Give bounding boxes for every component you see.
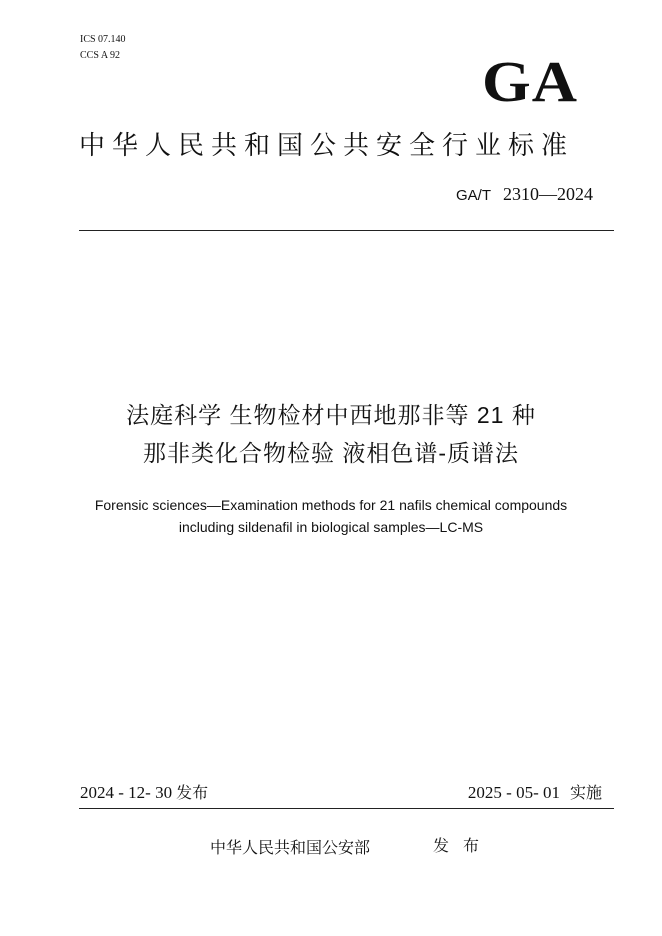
issuing-authority: 中华人民共和国公安部 (210, 840, 371, 857)
implementation-date-label: 实施 (569, 783, 602, 802)
issue-date (80, 780, 208, 803)
standard-code: 2310—2024 (503, 184, 594, 204)
implementation-date-value: 2025 - 05- 01 (467, 783, 560, 802)
top-divider (79, 230, 614, 231)
english-title-line-1: Forensic sciences—Examination methods for 21 nafils chemical compounds (94, 497, 568, 513)
issue-date-value: 2024 - 12- 30 (80, 783, 173, 802)
issue-date-label: 发布 (176, 783, 209, 802)
chinese-title (0, 396, 662, 472)
chinese-title-line-1: 法庭科学 生物检材中西地那非等 21 种 (126, 402, 536, 428)
chinese-title-line-2: 那非类化合物检验 液相色谱-质谱法 (142, 440, 520, 466)
ga-logo: GA (482, 49, 579, 114)
ccs-code: CCS A 92 (80, 50, 121, 61)
english-title-line-2: including sildenafil in biological samples—LC-MS (178, 519, 484, 535)
implementation-date (468, 780, 602, 803)
standard-number (456, 184, 593, 205)
ics-code: ICS 07.140 (80, 34, 126, 45)
bottom-divider (79, 808, 614, 809)
english-title (0, 494, 662, 538)
issue-word: 发布 (433, 838, 494, 855)
standard-prefix: GA/T (456, 187, 492, 204)
issuer-title: 中华人民共和国公共安全行业标准 (79, 130, 575, 160)
